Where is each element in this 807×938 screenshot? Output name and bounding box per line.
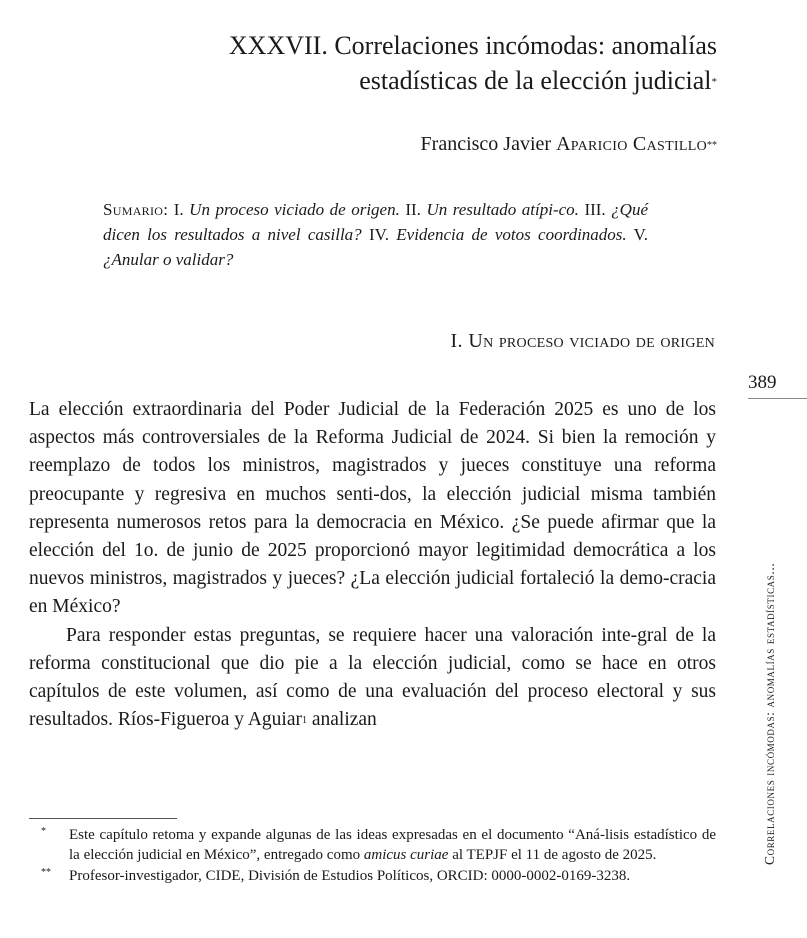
author-footnote-mark[interactable]: **: [707, 140, 717, 151]
footnotes: [29, 826, 716, 889]
summary-item-3: ¿Qué dicen los resultados a nivel casilla?: [103, 200, 648, 244]
footnote-italic-term: amicus curiae: [363, 846, 449, 863]
footnote: [29, 867, 716, 887]
footnote-text: Este capítulo retoma y expande algunas de las ideas expresadas en el documento “Aná-lisis estadístico de la elección judicial en México”, entregado como: [69, 827, 716, 863]
summary-item-5-number: V.: [633, 225, 648, 244]
summary-item-5: ¿Anular o validar?: [103, 250, 234, 269]
footnote-divider: [29, 818, 177, 819]
section-heading: [200, 328, 715, 354]
title-footnote-mark[interactable]: *: [711, 76, 717, 88]
paragraph-2-text: Para responder estas preguntas, se requiere hacer una valoración inte-gral de la reforma constitucional que dio pie a la elección judicial, como se hace en otros capítulos de este volumen, así como de una evaluación del proceso electoral y sus resultados. Ríos-Figueroa y Aguiar: [29, 624, 716, 731]
paragraph-2-end: analizan: [311, 709, 377, 731]
footnote-mark: **: [41, 867, 51, 878]
chapter-summary: [103, 197, 648, 272]
summary-item-4-number: IV.: [368, 225, 389, 244]
footnote: [29, 826, 716, 865]
summary-item-2: Un resultado atípi-co.: [426, 200, 579, 219]
running-head: Correlaciones incómodas: anomalías estadísticas...: [762, 562, 777, 865]
footnote-mark: *: [41, 826, 46, 837]
author-surname: Aparicio Castillo: [556, 133, 707, 155]
section-title: Un proceso viciado de origen: [468, 330, 715, 352]
paragraph-2: [29, 622, 716, 735]
footnote-text-end: al TEPJF el 11 de agosto de 2025.: [452, 846, 657, 863]
summary-item-1-number: I.: [173, 200, 184, 219]
summary-item-4: Evidencia de votos coordinados.: [396, 225, 627, 244]
section-number: I.: [450, 330, 463, 352]
summary-label: Sumario:: [103, 200, 169, 219]
footnote-reference-1[interactable]: 1: [301, 715, 307, 727]
summary-item-3-number: III.: [584, 200, 606, 219]
paragraph-1: La elección extraordinaria del Poder Judicial de la Federación 2025 es uno de los aspectos más controversiales de la Reforma Judicial de 2024. Si bien la remoción y reemplazo de todos los ministros, magistrados y jueces constituye una reforma preocupante y regresiva en muchos senti-dos, la elección judicial misma también representa numerosos retos para la democracia en México. ¿Se puede afirmar que la elección del 1o. de junio de 2025 proporcionó mayor legitimidad democrática a los nuevos ministros, magistrados y jueces? ¿La elección judicial fortaleció la demo-cracia en México?: [29, 399, 716, 618]
chapter-title-line-1: XXXVII. Correlaciones incómodas: anomalías: [228, 31, 717, 60]
author-given-name: Francisco Javier: [420, 133, 552, 155]
author-name: [200, 131, 717, 157]
body-text: [29, 396, 716, 734]
summary-item-1: Un proceso viciado de origen.: [189, 200, 400, 219]
chapter-title: [120, 28, 717, 98]
page-number: 389: [748, 371, 807, 399]
footnote-text: Profesor-investigador, CIDE, División de Estudios Políticos, ORCID: 0000-0002-0169-3238.: [69, 868, 631, 884]
summary-item-2-number: II.: [405, 200, 421, 219]
chapter-title-line-2: estadísticas de la elección judicial: [359, 66, 712, 95]
